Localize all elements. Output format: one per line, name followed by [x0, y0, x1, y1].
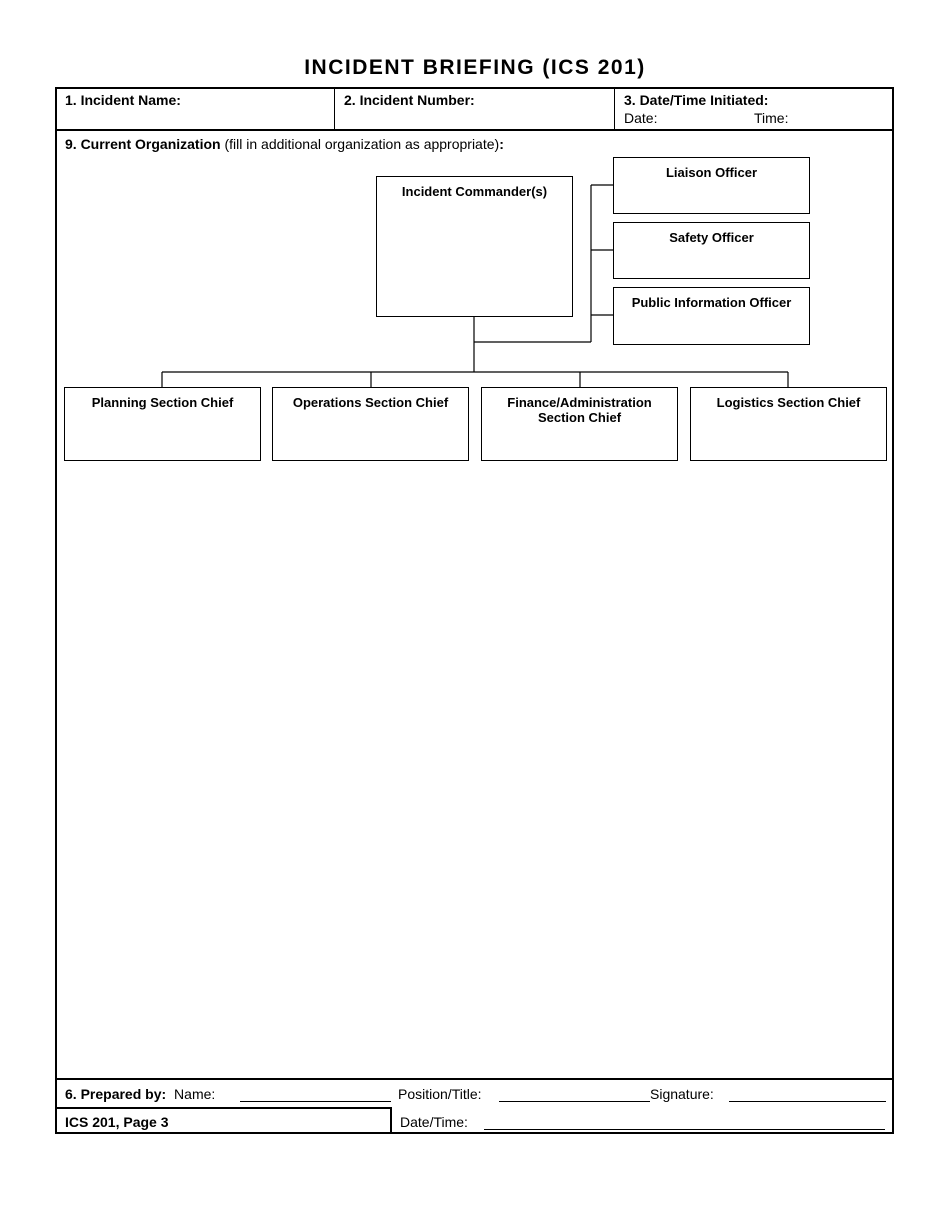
incident-commander-label: Incident Commander(s) [401, 184, 548, 199]
name-label: Name: [174, 1086, 216, 1102]
position-title-field[interactable] [499, 1086, 650, 1102]
name-field[interactable] [240, 1086, 391, 1102]
liaison-officer-label: Liaison Officer [665, 165, 758, 180]
page-label: ICS 201, Page 3 [65, 1114, 169, 1130]
operations-section-chief-label: Operations Section Chief [292, 395, 449, 410]
public-information-officer-label: Public Information Officer [631, 295, 792, 310]
page-cell-right-border [390, 1107, 392, 1134]
logistics-section-chief-box[interactable] [690, 387, 887, 461]
date-time-label: Date/Time: [400, 1114, 468, 1130]
signature-field[interactable] [729, 1086, 886, 1102]
logistics-section-chief-label: Logistics Section Chief [716, 395, 861, 410]
page-cell-top-border [55, 1107, 392, 1109]
datetime-initiated-label: 3. Date/Time Initiated: [624, 92, 769, 108]
signature-label: Signature: [650, 1086, 714, 1102]
section-colon: : [499, 136, 504, 152]
finance-administration-section-chief-box[interactable] [481, 387, 678, 461]
safety-officer-label: Safety Officer [669, 230, 754, 245]
time-label: Time: [754, 110, 789, 126]
section-note: (fill in additional organization as appropriate) [224, 136, 500, 152]
operations-section-chief-box[interactable] [272, 387, 469, 461]
incident-name-label: 1. Incident Name: [65, 92, 181, 108]
section-label: 9. Current Organization [65, 136, 221, 152]
safety-officer-box[interactable] [613, 222, 810, 279]
footer-divider [55, 1078, 894, 1080]
prepared-by-row [65, 1086, 215, 1102]
planning-section-chief-box[interactable] [64, 387, 261, 461]
date-time-field[interactable] [484, 1114, 885, 1130]
incident-number-label: 2. Incident Number: [344, 92, 475, 108]
prepared-by-label: 6. Prepared by: [65, 1086, 167, 1102]
finance-administration-section-chief-label: Finance/Administration Section Chief [507, 395, 652, 425]
liaison-officer-box[interactable] [613, 157, 810, 214]
public-information-officer-box[interactable] [613, 287, 810, 345]
position-title-label: Position/Title: [398, 1086, 482, 1102]
incident-commander-box[interactable] [376, 176, 573, 317]
date-label: Date: [624, 110, 658, 126]
planning-section-chief-label: Planning Section Chief [91, 395, 234, 410]
form-title: INCIDENT BRIEFING (ICS 201) [304, 56, 646, 79]
